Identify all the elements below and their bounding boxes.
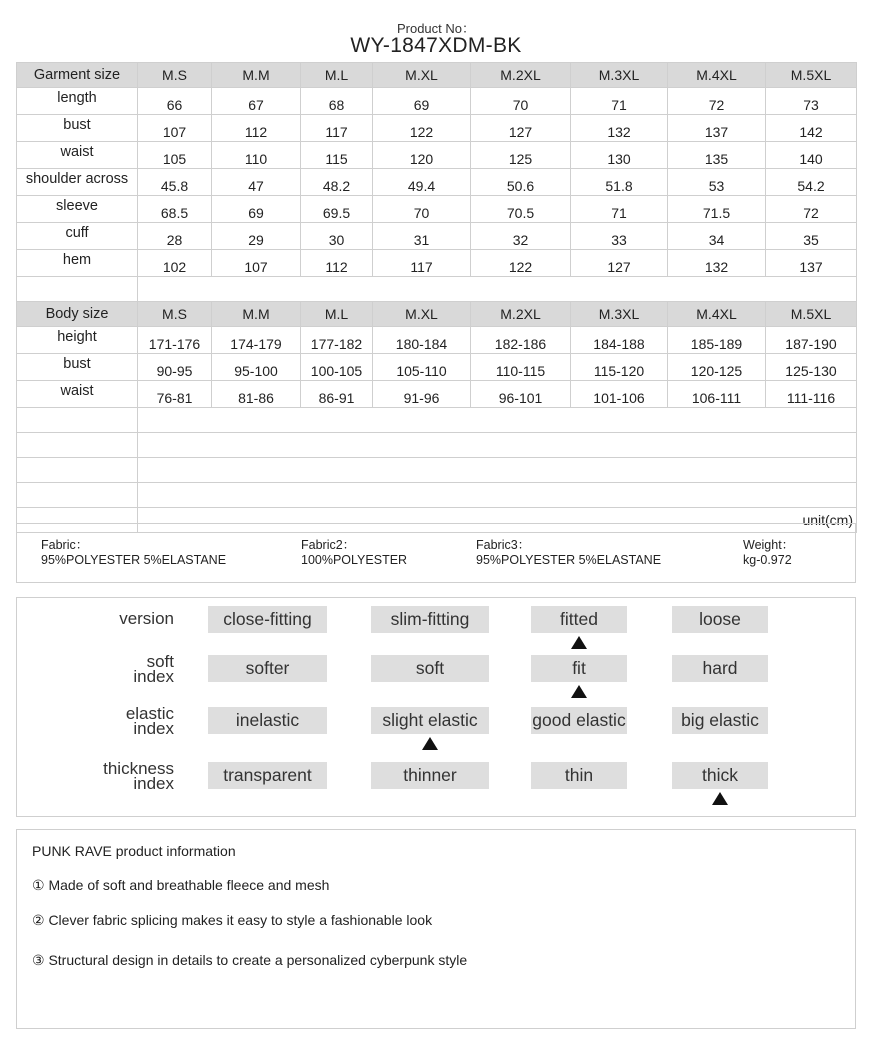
selected-marker-icon [571,685,587,698]
cell-value: 122 [471,250,571,277]
fabric-1 [41,538,226,568]
blank-cell [17,433,138,458]
table-row [17,250,857,277]
cell-value: 32 [471,223,571,250]
size-col-header: M.5XL [766,63,857,88]
cell-value: 106-111 [668,381,766,408]
row-label: length [17,88,138,115]
cell-value: 45.8 [138,169,212,196]
index-option: fitted [531,606,627,633]
index-option: thick [672,762,768,789]
cell-value: 110 [212,142,301,169]
cell-value: 76-81 [138,381,212,408]
index-label [126,706,174,736]
cell-value: 71.5 [668,196,766,223]
cell-value: 51.8 [571,169,668,196]
index-option: transparent [208,762,327,789]
cell-value: 185-189 [668,327,766,354]
cell-value: 47 [212,169,301,196]
weight-label: Weight： [743,538,795,552]
cell-value: 28 [138,223,212,250]
index-label-line: index [133,774,174,793]
table-row [17,408,857,433]
table-row [17,433,857,458]
fabric-3-value: 95%POLYESTER 5%ELASTANE [476,553,662,567]
cell-value: 174-179 [212,327,301,354]
table-row [17,169,857,196]
cell-value: 112 [212,115,301,142]
cell-value: 69.5 [301,196,373,223]
size-col-header: M.XL [373,63,471,88]
fabric-1-value: 95%POLYESTER 5%ELASTANE [41,553,227,567]
cell-value: 68.5 [138,196,212,223]
cell-value: 101-106 [571,381,668,408]
cell-value: 127 [471,115,571,142]
cell-value: 70.5 [471,196,571,223]
index-option: soft [371,655,489,682]
table-row [17,483,857,508]
cell-value: 115-120 [571,354,668,381]
blank-cell [17,458,138,483]
cell-value: 68 [301,88,373,115]
index-option: close-fitting [208,606,327,633]
cell-value: 117 [301,115,373,142]
size-col-header: M.L [301,63,373,88]
index-label [133,654,174,684]
cell-value: 73 [766,88,857,115]
cell-value: 53 [668,169,766,196]
garment-size-header: Garment size [17,63,138,88]
index-label-line: version [119,609,174,628]
size-col-header: M.4XL [668,63,766,88]
cell-value: 35 [766,223,857,250]
fabric-1-label: Fabric： [41,538,89,552]
cell-value: 50.6 [471,169,571,196]
size-col-header: M.2XL [471,63,571,88]
cell-value: 91-96 [373,381,471,408]
cell-value: 81-86 [212,381,301,408]
cell-value: 66 [138,88,212,115]
fabric-panel [16,523,856,583]
cell-value: 177-182 [301,327,373,354]
cell-value: 71 [571,196,668,223]
blank-cell [138,408,857,433]
table-row [17,458,857,483]
cell-value: 29 [212,223,301,250]
size-col-header: M.M [212,63,301,88]
blank-cell [138,483,857,508]
cell-value: 112 [301,250,373,277]
cell-value: 90-95 [138,354,212,381]
cell-value: 69 [373,88,471,115]
index-label [103,761,174,791]
blank-cell [138,458,857,483]
cell-value: 182-186 [471,327,571,354]
cell-value: 69 [212,196,301,223]
info-item: ① Made of soft and breathable fleece and mesh [32,877,330,893]
fabric-2-value: 100%POLYESTER [301,553,408,567]
row-label: sleeve [17,196,138,223]
size-col-header: M.S [138,63,212,88]
product-number: WY-1847XDM-BK [350,34,522,57]
cell-value: 127 [571,250,668,277]
index-option: fit [531,655,627,682]
cell-value: 137 [668,115,766,142]
selected-marker-icon [571,636,587,649]
blank-cell [138,433,857,458]
size-col-header: M.3XL [571,302,668,327]
index-option: thinner [371,762,489,789]
cell-value: 31 [373,223,471,250]
row-label: bust [17,115,138,142]
cell-value: 120-125 [668,354,766,381]
index-option: slim-fitting [371,606,489,633]
cell-value: 120 [373,142,471,169]
cell-value: 70 [471,88,571,115]
cell-value: 95-100 [212,354,301,381]
table-row [17,63,857,88]
cell-value: 122 [373,115,471,142]
table-row [17,354,857,381]
cell-value: 48.2 [301,169,373,196]
cell-value: 30 [301,223,373,250]
table-row [17,327,857,354]
index-label-line: index [133,719,174,738]
table-row [17,381,857,408]
cell-value: 125-130 [766,354,857,381]
cell-value: 49.4 [373,169,471,196]
info-panel [16,829,856,1029]
cell-value: 86-91 [301,381,373,408]
size-col-header: M.2XL [471,302,571,327]
cell-value: 132 [668,250,766,277]
index-option: loose [672,606,768,633]
selected-marker-icon [712,792,728,805]
cell-value: 125 [471,142,571,169]
size-col-header: M.L [301,302,373,327]
weight [743,538,794,568]
cell-value: 33 [571,223,668,250]
cell-value: 54.2 [766,169,857,196]
fabric-3 [476,538,661,568]
index-option: softer [208,655,327,682]
cell-value: 34 [668,223,766,250]
fabric-2 [301,538,407,568]
cell-value: 117 [373,250,471,277]
cell-value: 187-190 [766,327,857,354]
index-label-line: thickness [103,759,174,778]
index-label-line: elastic [125,704,174,723]
cell-value: 180-184 [373,327,471,354]
info-item: ③ Structural design in details to create a personalized cyberpunk style [32,952,468,968]
unit-label: unit(cm) [138,508,857,533]
cell-value: 105 [138,142,212,169]
index-label-line: index [133,667,174,686]
row-label: bust [17,354,138,381]
table-row [17,88,857,115]
index-label [119,611,174,626]
row-label: hem [17,250,138,277]
cell-value: 107 [212,250,301,277]
table-row [17,277,857,302]
size-col-header: M.4XL [668,302,766,327]
cell-value: 137 [766,250,857,277]
cell-value: 72 [668,88,766,115]
cell-value: 142 [766,115,857,142]
size-table [16,62,857,533]
cell-value: 96-101 [471,381,571,408]
cell-value: 105-110 [373,354,471,381]
cell-value: 140 [766,142,857,169]
size-col-header: M.M [212,302,301,327]
product-number-label: Product No： [396,21,476,36]
table-row [17,115,857,142]
row-label: waist [17,142,138,169]
cell-value: 115 [301,142,373,169]
table-row [17,302,857,327]
row-label: shoulder across [17,169,138,196]
cell-value: 135 [668,142,766,169]
index-option: big elastic [672,707,768,734]
table-row [17,196,857,223]
size-col-header: M.3XL [571,63,668,88]
cell-value: 102 [138,250,212,277]
info-item: ② Clever fabric splicing makes it easy to style a fashionable look [32,912,433,928]
index-label-line: soft [146,652,174,671]
cell-value: 110-115 [471,354,571,381]
selected-marker-icon [422,737,438,750]
blank-cell [17,408,138,433]
index-option: good elastic [531,707,627,734]
table-row [17,142,857,169]
cell-value: 184-188 [571,327,668,354]
index-option: thin [531,762,627,789]
cell-value: 100-105 [301,354,373,381]
cell-value: 72 [766,196,857,223]
cell-value: 171-176 [138,327,212,354]
index-option: slight elastic [371,707,489,734]
cell-value: 130 [571,142,668,169]
cell-value: 71 [571,88,668,115]
table-row [17,223,857,250]
fabric-3-label: Fabric3： [476,538,531,552]
size-col-header: M.5XL [766,302,857,327]
row-label: cuff [17,223,138,250]
weight-value: kg-0.972 [743,553,792,567]
info-title: PUNK RAVE product information [32,843,236,859]
body-size-header: Body size [17,302,138,327]
cell-value: 132 [571,115,668,142]
fabric-2-label: Fabric2： [301,538,356,552]
blank-cell [138,277,857,302]
size-col-header: M.XL [373,302,471,327]
cell-value: 111-116 [766,381,857,408]
size-table-body [17,63,857,533]
blank-cell [17,277,138,302]
size-col-header: M.S [138,302,212,327]
cell-value: 107 [138,115,212,142]
row-label: height [17,327,138,354]
index-option: inelastic [208,707,327,734]
cell-value: 70 [373,196,471,223]
blank-cell [17,483,138,508]
index-option: hard [672,655,768,682]
cell-value: 67 [212,88,301,115]
row-label: waist [17,381,138,408]
